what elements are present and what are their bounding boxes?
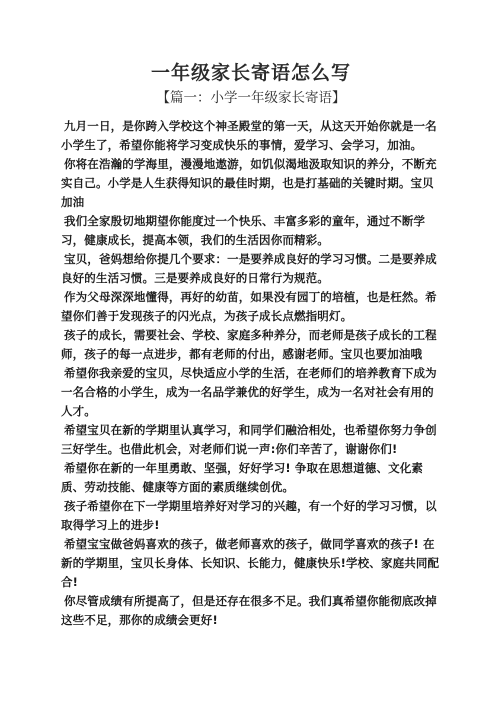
paragraph: 我们全家殷切地期望你能度过一个快乐、丰富多彩的童年，通过不断学习，健康成长，提高本领，我们的生活因你而精彩。 (61, 214, 426, 247)
paragraph: 希望宝贝在新的学期里认真学习，和同学们融洽相处，也希望你努力争创三好学生。也借此机会，对老师们说一声:你们辛苦了，谢谢你们! (61, 423, 437, 456)
paragraph: 希望你我亲爱的宝贝，尽快适应小学的生活，在老师们的培养教育下成为一名合格的小学生，成为一名品学兼优的好学生，成为一名对社会有用的人才。 (61, 366, 437, 418)
paragraph: 你将在浩瀚的学海里，漫漫地遨游，如饥似渴地汲取知识的养分，不断充实自己。小学是人生获得知识的最佳时期，也是打基础的关键时期。宝贝加油 (61, 157, 437, 209)
paragraph: 九月一日，是你跨入学校这个神圣殿堂的第一天，从这天开始你就是一名小学生了，希望你能将学习变成快乐的事情，爱学习、会学习，加油。 (61, 119, 437, 152)
paragraph: 希望你在新的一年里勇敢、坚强，好好学习! 争取在思想道德、文化素质、劳动技能、健康等方面的素质继续创优。 (61, 461, 424, 494)
paragraph: 孩子希望你在下一学期里培养好对学习的兴趣，有一个好的学习习惯，以取得学习上的进步! (61, 499, 437, 532)
paragraph: 宝贝，爸妈想给你提几个要求：一是要养成良好的学习习惯。二是要养成良好的生活习惯。三是要养成良好的日常行为规范。 (61, 252, 437, 285)
document-body (61, 117, 441, 630)
document-title: 一年级家长寄语怎么写 (150, 62, 351, 84)
paragraph: 你尽管成绩有所提高了，但是还存在很多不足。我们真希望你能彻底改掉这些不足，那你的成绩会更好! (61, 594, 437, 627)
document-subtitle: 【篇一：小学一年级家长寄语】 (156, 90, 346, 106)
paragraph: 希望宝宝做爸妈喜欢的孩子，做老师喜欢的孩子，做同学喜欢的孩子! 在新的学期里，宝贝长身体、长知识、长能力，健康快乐!学校、家庭共同配合! (61, 537, 440, 589)
paragraph: 孩子的成长，需要社会、学校、家庭多种养分，而老师是孩子成长的工程师，孩子的每一点进步，都有老师的付出，感谢老师。宝贝也要加油哦 (61, 328, 437, 361)
paragraph: 作为父母深深地懂得，再好的幼苗，如果没有园丁的培植，也是枉然。希望你们善于发现孩子的闪光点，为孩子成长点燃指明灯。 (61, 290, 437, 323)
